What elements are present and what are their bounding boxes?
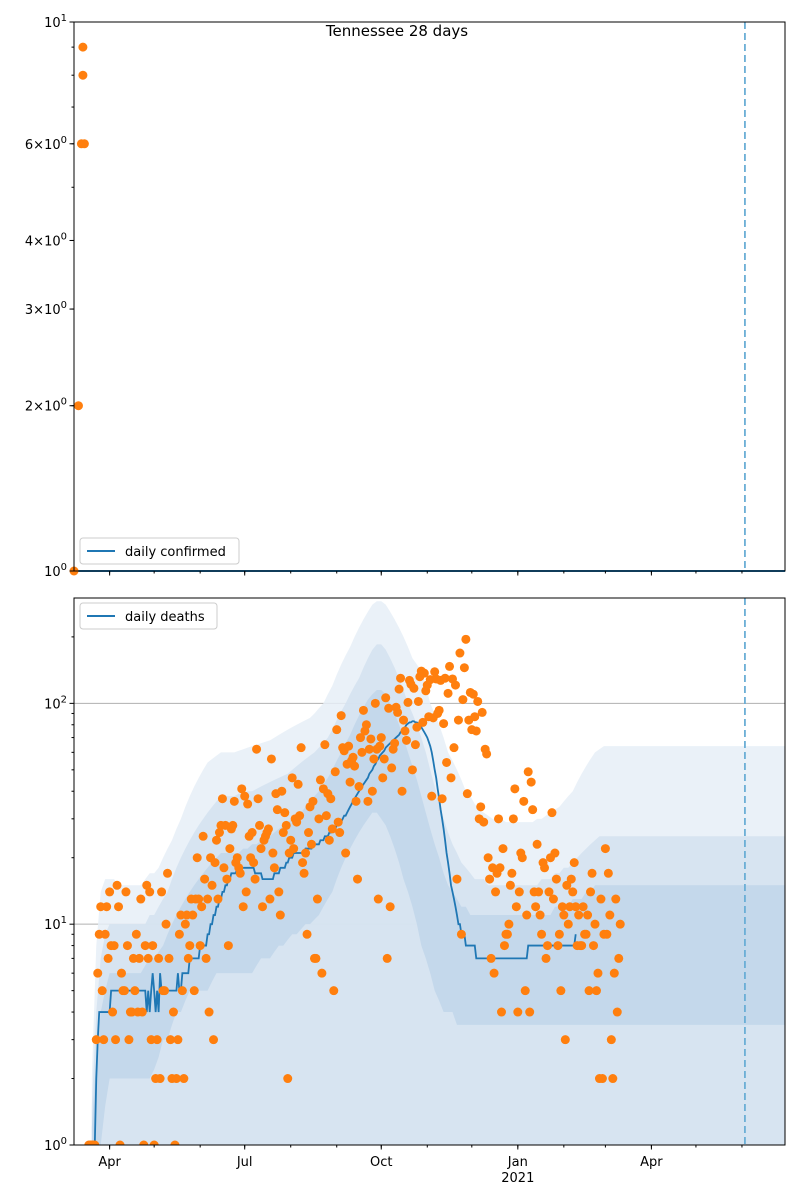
deaths-point [270,863,279,872]
deaths-point [522,911,531,920]
deaths-point [311,954,320,963]
deaths-point [568,887,577,896]
deaths-point [574,911,583,920]
deaths-point [307,840,316,849]
deaths-point [593,969,602,978]
deaths-point [455,649,464,658]
y-tick-label: $3\times 10^0$ [24,300,67,319]
deaths-point [452,875,461,884]
deaths-point [111,1035,120,1044]
confirmed-plot-area [70,22,786,576]
deaths-point [277,787,286,796]
deaths-point [527,778,536,787]
deaths-point [156,1074,165,1083]
deaths-point [252,745,261,754]
deaths-point [136,895,145,904]
deaths-point [240,792,249,801]
deaths-point [228,821,237,830]
deaths-point [219,863,228,872]
deaths-point [267,754,276,763]
deaths-point [190,986,199,995]
deaths-point [334,818,343,827]
deaths-point [359,706,368,715]
deaths-point [145,887,154,896]
deaths-point [163,869,172,878]
deaths-point [301,849,310,858]
confirmed-point [74,401,83,410]
deaths-point [457,930,466,939]
deaths-point [264,824,273,833]
deaths-point [561,1035,570,1044]
deaths-point [162,920,171,929]
deaths-point [460,663,469,672]
deaths-point [120,986,129,995]
deaths-point [257,844,266,853]
deaths-point [341,849,350,858]
deaths-point [181,920,190,929]
y-tick-label: $10^1$ [44,13,67,31]
deaths-point [614,954,623,963]
deaths-point [490,969,499,978]
deaths-point [542,954,551,963]
deaths-point [289,844,298,853]
deaths-point [494,814,503,823]
y-tick-label: $10^0$ [44,1136,67,1154]
deaths-point [515,887,524,896]
chart-title: Tennessee 28 days [325,22,469,40]
deaths-point [132,930,141,939]
x-tick-label: Apr [640,1155,663,1170]
deaths-point [184,954,193,963]
deaths-point [98,986,107,995]
deaths-point [444,689,453,698]
deaths-point [401,726,410,735]
legend-label-confirmed: daily confirmed [125,545,226,560]
deaths-point [317,969,326,978]
x-tick-label: Apr [98,1155,121,1170]
deaths-point [579,902,588,911]
deaths-point [472,726,481,735]
y-tick-label: $10^1$ [44,915,67,934]
deaths-point [449,743,458,752]
deaths-point [185,941,194,950]
deaths-point [559,911,568,920]
deaths-point [601,844,610,853]
deaths-point [463,789,472,798]
deaths-point [518,853,527,862]
deaths-point [363,797,372,806]
deaths-point [248,828,257,837]
deaths-point [588,869,597,878]
deaths-point [352,797,361,806]
deaths-point [533,840,542,849]
deaths-point [506,881,515,890]
deaths-point [607,1035,616,1044]
deaths-point [403,698,412,707]
deaths-point [369,754,378,763]
deaths-point [350,762,359,771]
deaths-point [188,911,197,920]
deaths-point [326,794,335,803]
deaths-point [282,821,291,830]
deaths-point [313,895,322,904]
deaths-point [510,784,519,793]
deaths-point [154,954,163,963]
deaths-point [335,828,344,837]
deaths-point [476,802,485,811]
deaths-point [604,869,613,878]
deaths-point [553,941,562,950]
deaths-point [135,954,144,963]
deaths-point [123,941,132,950]
deaths-point [536,911,545,920]
deaths-point [528,805,537,814]
confirmed-legend [80,538,239,564]
deaths-point [249,858,258,867]
deaths-point [197,902,206,911]
y-tick-label: $10^2$ [44,694,67,713]
deaths-point [378,773,387,782]
deaths-point [325,836,334,845]
deaths-point [203,895,212,904]
deaths-point [268,849,277,858]
x-tick-label: Jul [236,1155,253,1170]
deaths-point [329,986,338,995]
deaths-point [242,887,251,896]
deaths-point [504,920,513,929]
x-tick-label: Oct [370,1155,393,1170]
deaths-point [101,930,110,939]
deaths-point [390,739,399,748]
deaths-point [202,954,211,963]
deaths-point [224,941,233,950]
deaths-point [295,811,304,820]
deaths-point [243,800,252,809]
deaths-point [411,740,420,749]
deaths-point [130,986,139,995]
deaths-point [525,1008,534,1017]
deaths-point [320,740,329,749]
deaths-point [512,902,521,911]
deaths-point [567,875,576,884]
deaths-point [93,969,102,978]
deaths-point [117,969,126,978]
deaths-point [487,954,496,963]
deaths-point [303,930,312,939]
deaths-point [205,1008,214,1017]
deaths-point [160,986,169,995]
deaths-point [332,725,341,734]
deaths-point [547,808,556,817]
deaths-point [337,711,346,720]
deaths-point [157,887,166,896]
deaths-point [239,902,248,911]
deaths-point [377,733,386,742]
deaths-point [387,763,396,772]
deaths-point [408,765,417,774]
y-tick-label: $2\times 10^0$ [24,396,67,415]
deaths-point [402,736,411,745]
deaths-point [164,954,173,963]
deaths-point [99,1035,108,1044]
deaths-point [549,895,558,904]
deaths-point [255,821,264,830]
deaths-point [209,1035,218,1044]
deaths-point [344,742,353,751]
deaths-point [102,902,111,911]
deaths-point [503,930,512,939]
deaths-point [208,881,217,890]
deaths-point [138,1008,147,1017]
deaths-point [552,875,561,884]
deaths-point [304,828,313,837]
deaths-point [409,684,418,693]
deaths-point [521,986,530,995]
deaths-point [104,954,113,963]
deaths-point [366,734,375,743]
deaths-plot-area [84,598,800,1150]
confirmed-panel [25,13,785,580]
deaths-point [497,1008,506,1017]
deaths-point [500,941,509,950]
deaths-point [121,887,130,896]
deaths-point [478,708,487,717]
deaths-point [613,1008,622,1017]
deaths-point [556,986,565,995]
legend-label-deaths: daily deaths [125,610,205,625]
deaths-point [200,875,209,884]
deaths-point [298,858,307,867]
deaths-point [173,1035,182,1044]
deaths-point [451,681,460,690]
deaths-point [583,911,592,920]
deaths-point [211,858,220,867]
deaths-point [507,869,516,878]
deaths-point [589,941,598,950]
deaths-point [386,902,395,911]
deaths-point [213,895,222,904]
deaths-point [461,635,470,644]
deaths-point [616,920,625,929]
confirmed-point [78,43,87,52]
deaths-point [316,775,325,784]
deaths-point [427,792,436,801]
deaths-point [124,1035,133,1044]
deaths-point [274,887,283,896]
deaths-point [454,716,463,725]
deaths-point [113,881,122,890]
deaths-point [531,902,540,911]
deaths-point [233,853,242,862]
deaths-point [371,699,380,708]
x-tick-label: Jan [507,1155,528,1170]
deaths-point [280,808,289,817]
y-tick-label: $6\times 10^0$ [24,134,67,153]
y-tick-label: $10^0$ [44,562,67,580]
deaths-point [322,811,331,820]
deaths-point [297,743,306,752]
deaths-point [537,930,546,939]
confirmed-point [78,71,87,80]
deaths-point [383,954,392,963]
deaths-point [148,941,157,950]
deaths-point [354,782,363,791]
deaths-point [543,941,552,950]
deaths-point [179,1074,188,1083]
deaths-point [144,954,153,963]
deaths-point [482,749,491,758]
deaths-point [445,662,454,671]
confirmed-point [80,139,89,148]
deaths-point [178,986,187,995]
deaths-point [442,758,451,767]
deaths-point [254,794,263,803]
deaths-point [498,844,507,853]
deaths-point [438,794,447,803]
deaths-point [610,969,619,978]
deaths-point [496,863,505,872]
deaths-point [353,875,362,884]
deaths-point [294,780,303,789]
deaths-point [399,716,408,725]
deaths-point [265,895,274,904]
deaths-point [283,1074,292,1083]
deaths-point [591,920,600,929]
deaths-point [435,706,444,715]
deaths-point [199,832,208,841]
deaths-point [596,895,605,904]
x-tick-sublabel: 2021 [501,1171,535,1186]
deaths-point [236,869,245,878]
deaths-legend [80,603,217,629]
deaths-point [368,787,377,796]
deaths-point [439,719,448,728]
deaths-point [513,1008,522,1017]
deaths-point [524,767,533,776]
deaths-point [105,887,114,896]
deaths-point [230,797,239,806]
deaths-point [611,895,620,904]
deaths-point [362,720,371,729]
deaths-point [193,853,202,862]
deaths-point [447,773,456,782]
deaths-point [570,858,579,867]
deaths-point [175,930,184,939]
deaths-point [218,794,227,803]
deaths-point [374,895,383,904]
deaths-point [212,836,221,845]
deaths-point [308,797,317,806]
confirmed-axis-ticks [25,13,742,580]
deaths-point [169,1008,178,1017]
deaths-point [602,930,611,939]
deaths-point [349,753,358,762]
deaths-point [491,887,500,896]
deaths-point [540,863,549,872]
deaths-point [414,697,423,706]
deaths-point [258,902,267,911]
y-tick-label: $4\times 10^0$ [24,231,67,250]
deaths-point [484,853,493,862]
deaths-point [458,695,467,704]
deaths-point [110,941,119,950]
deaths-point [286,836,295,845]
deaths-point [331,767,340,776]
deaths-point [153,1035,162,1044]
deaths-point [393,708,402,717]
deaths-point [251,875,260,884]
deaths-point [114,902,123,911]
deaths-point [276,911,285,920]
deaths-point [555,930,564,939]
confirmed-axes-frame [74,22,785,571]
deaths-point [395,685,404,694]
deaths-panel [44,598,800,1186]
deaths-point [550,849,559,858]
deaths-point [222,875,231,884]
deaths-point [479,818,488,827]
deaths-point [509,814,518,823]
deaths-point [398,787,407,796]
deaths-point [534,887,543,896]
deaths-point [485,875,494,884]
deaths-point [592,986,601,995]
deaths-point [225,844,234,853]
deaths-point [381,693,390,702]
deaths-point [577,941,586,950]
deaths-point [375,742,384,751]
deaths-point [586,887,595,896]
deaths-point [582,930,591,939]
deaths-point [194,895,203,904]
deaths-point [380,754,389,763]
deaths-point [564,920,573,929]
deaths-point [605,911,614,920]
deaths-point [300,869,309,878]
deaths-point [108,1008,117,1017]
deaths-point [519,797,528,806]
deaths-point [196,941,205,950]
deaths-point [608,1074,617,1083]
deaths-point [473,697,482,706]
deaths-point [598,1074,607,1083]
deaths-point [396,674,405,683]
deaths-point [346,778,355,787]
